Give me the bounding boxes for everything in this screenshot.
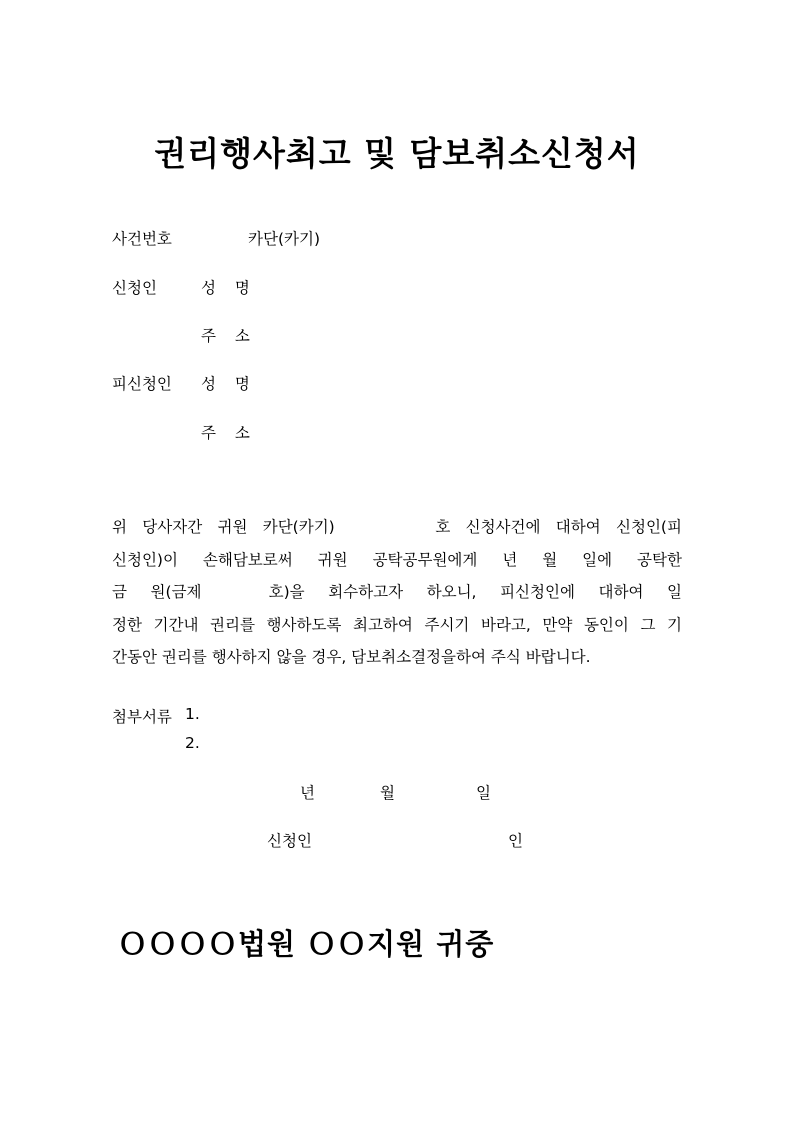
body-line-2: [112, 544, 682, 577]
signature-label: 신청인: [267, 832, 312, 850]
body-word: 공탁공무원에게: [372, 550, 478, 569]
court-addressee: ＯＯＯＯ법원 ＯＯ지원 귀중: [118, 927, 495, 961]
body-word: 당사자간: [142, 518, 203, 536]
body-word: 회수하고자: [328, 583, 404, 601]
body-word: 행사하도록: [266, 615, 342, 634]
signature-seal: 인: [508, 832, 523, 850]
date-day-label: 일: [476, 784, 491, 802]
body-word: 신청사건에: [465, 518, 541, 536]
applicant-label: 신청인: [112, 279, 157, 297]
attachment-item-2: 2.: [185, 734, 200, 752]
body-word: 귀원: [317, 550, 348, 569]
body-word: 귀원: [217, 518, 248, 536]
body-word: 원(금제: [150, 583, 202, 601]
case-number-label: 사건번호: [112, 230, 172, 248]
body-word: 신청인(피: [616, 518, 682, 536]
body-word: 대하여: [555, 518, 601, 536]
body-word: 공탁한: [637, 550, 682, 569]
date-year-label: 년: [300, 784, 315, 802]
body-word: 그: [640, 615, 656, 634]
body-word: 바라고,: [480, 615, 531, 634]
body-word: 신청인)이: [112, 550, 178, 569]
body-word: 주시기: [424, 615, 470, 634]
applicant-name-label: 성 명: [201, 279, 250, 297]
body-word: 호)을: [268, 583, 305, 601]
respondent-label: 피신청인: [112, 375, 172, 393]
body-word: 금: [112, 583, 127, 601]
attachment-item-1: 1.: [185, 705, 200, 723]
body-word: 정한: [112, 615, 142, 634]
request-body: [112, 511, 682, 674]
body-word: 피신청인에: [500, 583, 575, 601]
body-word: 위: [112, 518, 127, 536]
body-word: 권리를: [210, 615, 255, 634]
body-word: 일: [666, 583, 682, 601]
body-line-5: 간동안 권리를 행사하지 않을 경우, 담보취소결정을하여 주식 바랍니다.: [112, 648, 591, 666]
body-word: 일에: [582, 550, 613, 569]
body-word: 만약: [542, 615, 573, 634]
body-word: 년: [502, 550, 518, 569]
document-title: 권리행사최고 및 담보취소신청서: [154, 134, 640, 173]
respondent-name-label: 성 명: [201, 375, 250, 393]
date-month-label: 월: [380, 784, 395, 802]
body-word: 대하여: [598, 583, 644, 601]
body-line-4: [112, 609, 682, 642]
body-word: 호: [435, 518, 451, 536]
case-number-value: 카단(카기): [248, 230, 320, 248]
body-word: 카단(카기): [262, 518, 335, 536]
body-word: 기: [667, 615, 682, 634]
body-line-1: [112, 511, 682, 544]
body-word: 손해담보로써: [202, 550, 293, 569]
body-word: 기간내: [153, 615, 199, 634]
body-line-3: [112, 576, 682, 609]
body-word: 하오니,: [426, 583, 477, 601]
body-word: 최고하여: [352, 615, 413, 634]
attachments-label: 첨부서류: [112, 708, 172, 726]
body-word: 월: [542, 550, 558, 569]
respondent-address-label: 주 소: [201, 424, 250, 442]
applicant-address-label: 주 소: [201, 327, 250, 345]
body-word: 동인이: [583, 615, 629, 634]
